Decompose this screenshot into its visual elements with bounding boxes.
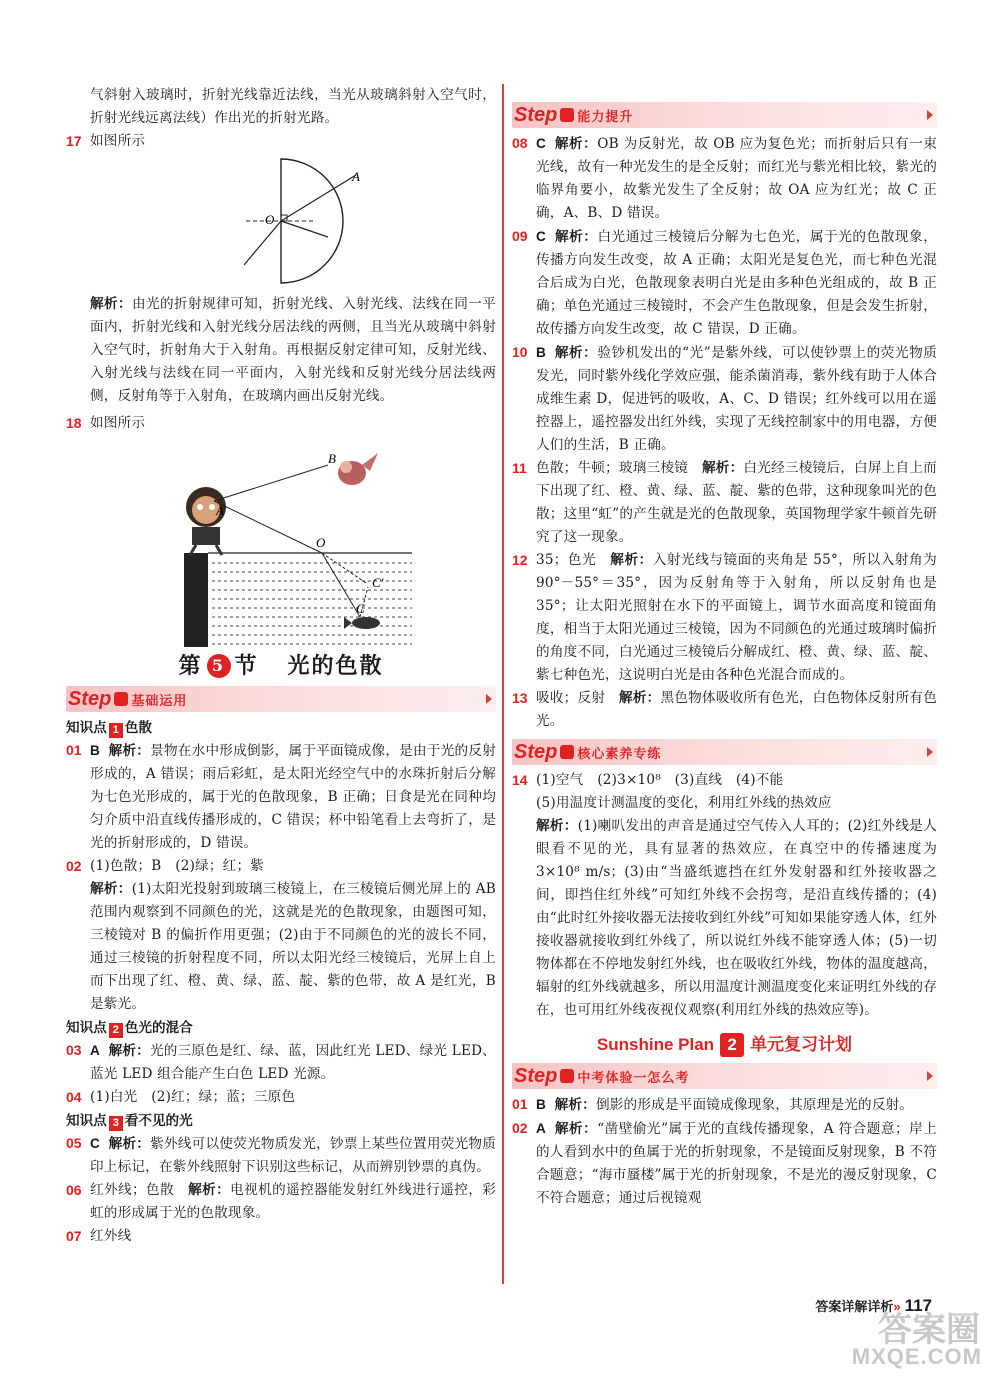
review-question-02: 02 A 解析：“凿壁偷光”属于光的直线传播现象，A 符合题意；岸上的人看到水中的鱼属于光的折射现象，不是镜面反射现象，B 不符合题意；“海市蜃楼”属于光的折射现象，不是光的漫反射现象，C 不符合题意；通过后视镜观 — [512, 1120, 937, 1206]
q16-continuation: 气斜射入玻璃时，折射光线靠近法线，当光从玻璃斜射入空气时，折射光线远离法线）作出光的折射光路。 — [90, 87, 496, 126]
page-number: 117 — [904, 1296, 932, 1315]
watermark-url: MXQE.COM — [851, 1344, 982, 1369]
reflection-figure — [66, 435, 496, 647]
question-08: 08 C 解析：OB 为反射光，故 OB 应为复色光；而折射后只有一束光线，故有一种光发生的是全反射；而红光与紫光相比较，紫光的临界角要小，故紫光发生了全反射；故 OA 应为红光；故 C 正确，A、B、D 错误。 — [512, 135, 937, 221]
refraction-figure — [66, 153, 496, 293]
label-c-prime: C′ — [372, 575, 384, 590]
step-badge — [114, 692, 128, 706]
question-03: 03 A 解析：光的三原色是红、绿、蓝，因此红光 LED、绿光 LED、蓝光 LED 组合能产生白色 LED 光源。 — [66, 1042, 496, 1082]
double-chevron-icon: » — [893, 1299, 901, 1314]
arrow-right-icon — [927, 110, 933, 120]
question-06: 06 红外线；色散 解析：电视机的遥控器能发射红外线进行遥控，彩虹的形成属于光的色散现象。 — [66, 1182, 497, 1221]
ray-a-to-b — [214, 465, 328, 501]
question-13: 13 吸收；反射 解析：黑色物体吸收所有色光，白色物体反射所有色光。 — [512, 690, 938, 729]
boy-figure — [186, 487, 226, 555]
watermark-logo: 答案圈 — [878, 1311, 980, 1349]
question-11: 11 色散；牛顿；玻璃三棱镜 解析：白光经三棱镜后，白屏上自上而下出现了红、橙、黄、绿、蓝、靛、紫的色带，这种现象叫光的色散；这里“虹”的产生就是光的色散现象，英国物理学家牛顿首先研究了这一现象。 — [512, 460, 937, 545]
question-04: 04 (1)白光 (2)红；绿；蓝；三原色 — [66, 1089, 296, 1105]
bank-block — [184, 553, 208, 647]
refracted-ray — [244, 221, 281, 265]
label-o: O — [316, 535, 326, 550]
answer-choice: B — [90, 743, 101, 758]
arrow-right-icon — [927, 747, 933, 757]
section-name: 光的色散 — [287, 653, 384, 679]
knowledge-point-1: 知识点 1 色散 — [66, 720, 152, 736]
right-column — [512, 84, 937, 1210]
step-badge — [560, 108, 574, 122]
bird-figure — [338, 453, 378, 485]
label-o: O — [265, 212, 275, 227]
question-18 — [66, 412, 496, 435]
section-number-badge: 5 — [207, 654, 231, 678]
question-number: 18 — [66, 415, 82, 431]
incident-ray — [281, 175, 356, 221]
question-07: 07 红外线 — [66, 1228, 132, 1244]
arrow-right-icon — [927, 1071, 933, 1081]
review-question-01: 01 B 解析：倒影的形成是平面镜成像现象，其原理是光的反射。 — [512, 1096, 914, 1113]
arrow-right-icon — [486, 694, 492, 704]
ray-a-to-o — [214, 501, 322, 553]
question-12: 12 35；色光 解析：入射光线与镜面的夹角是 55°，所以入射角为 90°－55°＝35°，因为反射角等于入射角，所以反射角也是 35°；让太阳光照射在水下的平面镜上，调节水面高度和镜面角度，相当于太阳光通过三棱镜，因为不同颜色的光通过玻璃时偏折的角度不同，白光通过三棱镜后分解成红、橙、黄、绿、蓝、靛、紫七种色光，这说明白光是由各种色光混合而成的。 — [512, 552, 937, 683]
answer-text: 如图所示 — [90, 415, 146, 431]
question-17 — [66, 130, 496, 153]
label-a: A — [216, 503, 224, 518]
question-14: 14 (1)空气 (2)3×10⁸ (3)直线 (4)不能 (5)用温度计测温度的变化，利用红外线的热效应 解析：(1)喇叭发出的声音是通过空气传入人耳的；(2)红外线是人眼看不见的光，具有显著的热效应，在真空中的传播速度为 3×10⁸ m/s；(3)由“当盛纸遮挡在红外发射器和红外接收器之间，即挡住红外线”可知红外线不会拐弯，是沿直线传播的；(4)由“此时红外接收器无法接收到红外线”可知如果能穿透人体，红外接收器就接收到红外线了，所以说红外线不能穿透人体；(5)一切物体都在不停地发射红外线，也在吸收红外线，物体的温度越高，辐射的红外线就越多，所以用温度计测温度变化来证明红外线的存在，也可用红外线夜视仪观察(利用红外线的热效应等)。 — [512, 772, 937, 1018]
question-01: 01 B 解析：景物在水中形成倒影，属于平面镜成像，是由于光的反射形成的，A 错误；雨后彩虹，是太阳光经空气中的水珠折射后分解为七色光形成的，属于光的色散现象，B 正确；日食是光在同种均匀介质中沿直线传播形成的，C 错误；杯中铅笔看上去弯折了，是光的折射形成的，D 错误。 — [66, 742, 496, 851]
column-divider — [502, 84, 504, 1284]
page-footer: 答案详解详析» 117 — [815, 1296, 932, 1315]
sunshine-plan-heading: Sunshine Plan 2 单元复习计划 — [512, 1030, 937, 1057]
question-05: 05 C 解析：紫外线可以使荧光物质发光，钞票上某些位置用荧光物质印上标记，在紫外线照射下识别这些标记，从而辨别钞票的真伪。 — [66, 1135, 496, 1175]
answer-text: 如图所示 — [90, 133, 146, 149]
reflected-ray — [281, 221, 328, 237]
step-banner-core: Step 核心素养专练 — [512, 739, 937, 765]
ray-o-to-c1 — [322, 553, 366, 583]
fish-figure — [344, 617, 380, 629]
question-09: 09 C 解析：白光通过三棱镜后分解为七色光，属于光的色散现象，传播方向发生改变，故 A 正确；太阳光是复色光，而七种色光混合后成为白光，色散现象表明白光是由多种色光组成的，故 B 正确；单色光通过三棱镜时，不会产生色散现象，但是会发生折射，故传播方向发生改变，故 C 错误，D 正确。 — [512, 228, 937, 337]
question-10: 10 B 解析：验钞机发出的“光”是紫外线，可以使钞票上的荧光物质发光，同时紫外线化学效应强，能杀菌消毒，紫外线有助于人体合成维生素 D，促进钙的吸收，A、C、D 错误；红外线可以用在遥控器上，遥控器发出红外线，实现了无线控制家中的用电器，方便人们的生活，B 正确。 — [512, 344, 937, 453]
knowledge-point-2: 知识点 2 色光的混合 — [66, 1020, 193, 1036]
step-banner-basic: Step 基础运用 — [66, 686, 496, 712]
step-badge — [560, 1069, 574, 1083]
label-b: B — [328, 451, 336, 466]
plan-number-badge: 2 — [720, 1033, 744, 1057]
left-column — [66, 84, 496, 1248]
label-c: C — [356, 601, 365, 616]
step-banner-ability: Step 能力提升 — [512, 102, 937, 128]
question-02: 02 (1)色散；B (2)绿；红；紫 解析：(1)太阳光投射到玻璃三棱镜上，在三棱镜后侧光屏上的 AB 范围内观察到不同颜色的光，这就是光的色散现象，由题图可知，三棱镜对 B 的偏折作用更强；(2)由于不同颜色的光的波长不同，通过三棱镜的折射程度不同，所以太阳光经三棱镜后，光屏上自上而下出现了红、橙、黄、绿、蓝、靛、紫的色带，故 A 是红光，B 是紫光。 — [66, 858, 496, 1012]
section-title: 第 5 节 光的色散 — [178, 653, 384, 679]
explanation-17: 解析：由光的折射规律可知，折射光线、入射光线、法线在同一平面内，折射光线和入射光线分居法线的两侧，且当光从玻璃中斜射入空气时，折射角大于入射角。再根据反射定律可知，反射光线、入射光线与法线在同一平面内，入射光线和反射光线分居法线两侧，反射角等于入射角，在玻璃内画出反射光线。 — [90, 296, 496, 404]
step-badge — [560, 745, 574, 759]
label-a: A — [352, 169, 360, 184]
knowledge-point-3: 知识点 3 看不见的光 — [66, 1113, 193, 1129]
step-banner-exam: Step 中考体验一怎么考 — [512, 1063, 937, 1089]
question-number: 17 — [66, 133, 82, 149]
